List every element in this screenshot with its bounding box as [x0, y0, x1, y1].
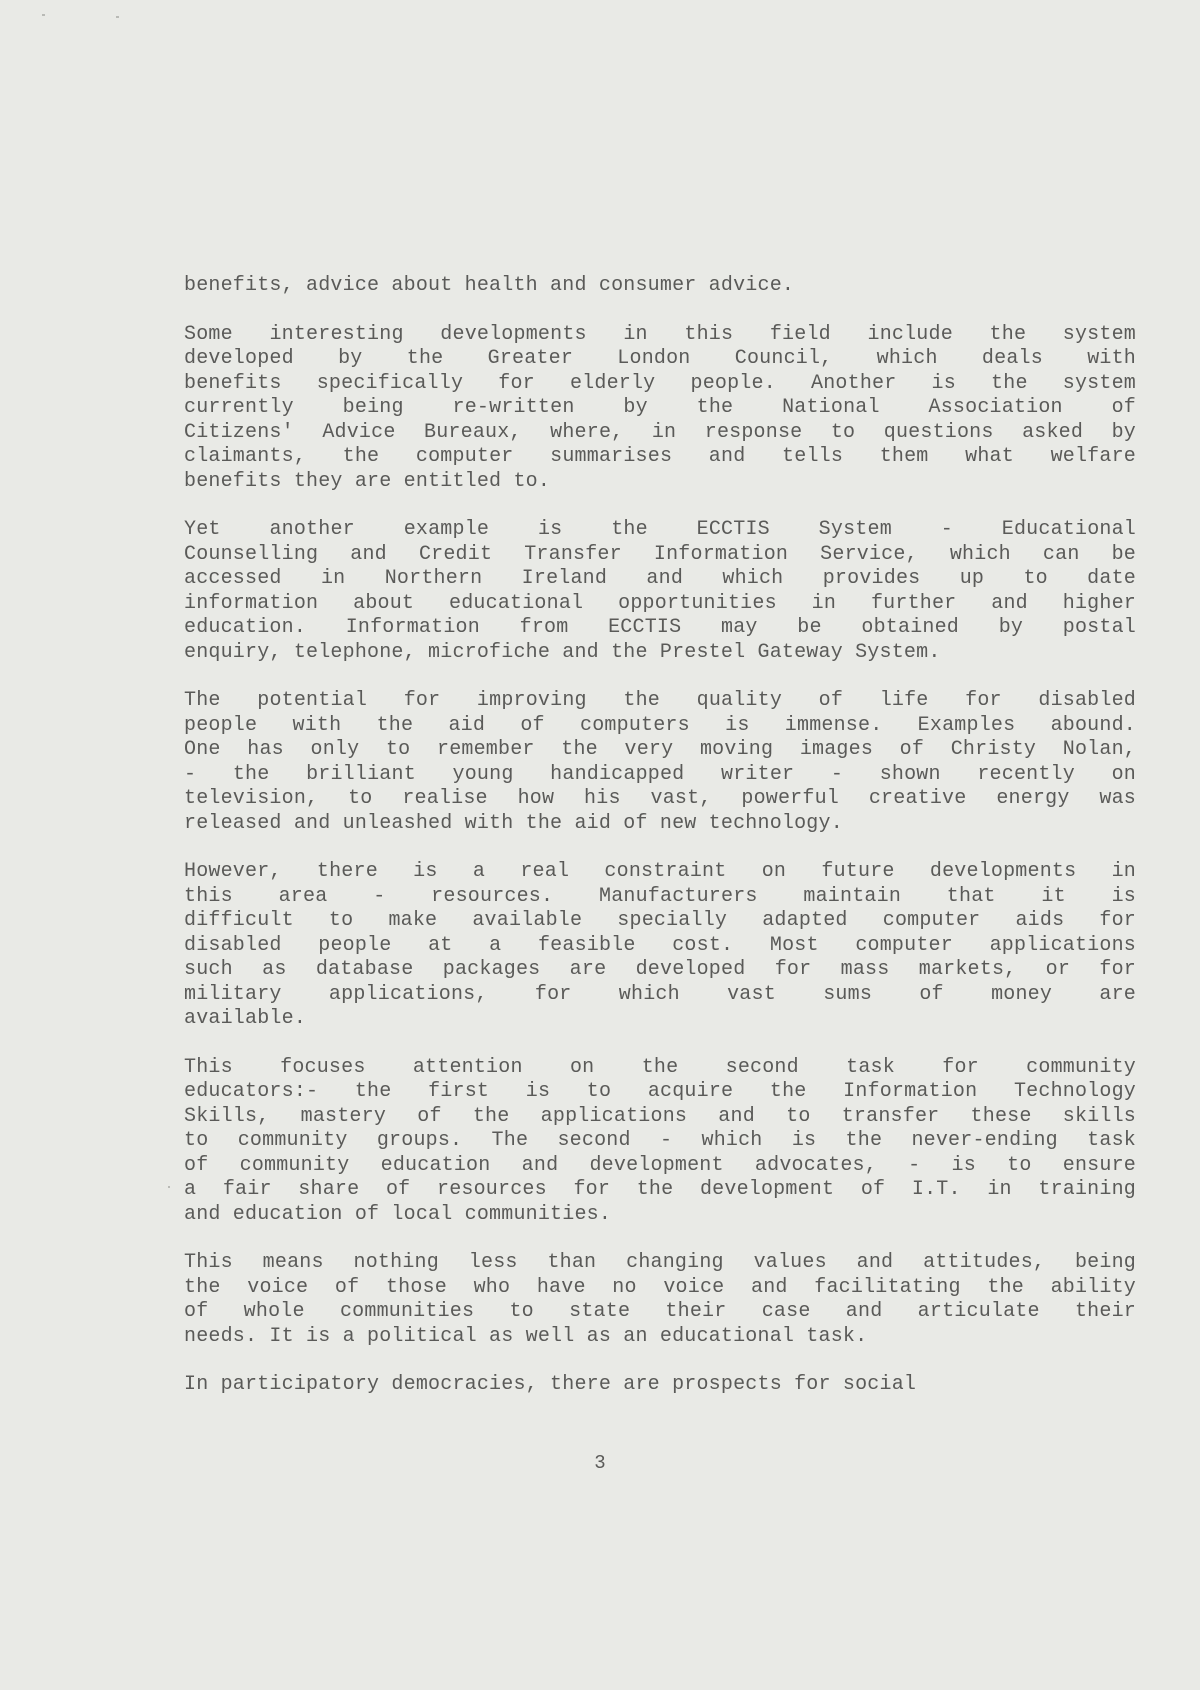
paragraph	[184, 860, 1136, 1032]
text-line: benefits, advice about health and consumer advice.	[184, 274, 795, 297]
text-line: information about educational opportunities in further and higher	[184, 591, 1136, 615]
text-line: Citizens' Advice Bureaux, where, in response to questions asked by	[184, 420, 1136, 444]
text-line: This focuses attention on the second task for community	[184, 1055, 1136, 1079]
text-line: this area - resources. Manufacturers maintain that it is	[184, 884, 1136, 908]
paragraph	[184, 1373, 1136, 1398]
paragraph	[184, 323, 1136, 495]
text-line: accessed in Northern Ireland and which provides up to date	[184, 567, 1136, 590]
text-line: In participatory democracies, there are prospects for social	[184, 1373, 917, 1396]
text-line: - the brilliant young handicapped writer - shown recently on	[184, 762, 1136, 786]
body-text	[184, 274, 1136, 1422]
text-line: difficult to make available specially adapted computer aids for	[184, 909, 1136, 932]
text-line: to community groups. The second - which is the never-ending task	[184, 1129, 1136, 1152]
paragraph	[184, 689, 1136, 836]
text-line: Counselling and Credit Transfer Information Service, which can be	[184, 542, 1136, 566]
text-line: benefits they are entitled to.	[184, 469, 551, 493]
text-line: Yet another example is the ECCTIS System - Educational	[184, 518, 1136, 541]
text-line: One has only to remember the very moving images of Christy Nolan,	[184, 738, 1136, 761]
text-line: and education of local communities.	[184, 1202, 612, 1226]
scan-speck	[116, 16, 119, 18]
text-line: released and unleashed with the aid of new technology.	[184, 811, 843, 835]
text-line: educators:- the first is to acquire the Information Technology	[184, 1080, 1136, 1103]
scan-speck	[168, 1186, 170, 1188]
text-line: disabled people at a feasible cost. Most computer applications	[184, 933, 1136, 957]
text-line: education. Information from ECCTIS may be obtained by postal	[184, 616, 1136, 639]
text-line: of whole communities to state their case and articulate their	[184, 1300, 1136, 1323]
text-line: This means nothing less than changing values and attitudes, being	[184, 1251, 1136, 1274]
text-line: such as database packages are developed for mass markets, or for	[184, 958, 1136, 981]
text-line: needs. It is a political as well as an educational task.	[184, 1324, 868, 1348]
text-line: The potential for improving the quality of life for disabled	[184, 689, 1136, 712]
text-line: benefits specifically for elderly people. Another is the system	[184, 371, 1136, 395]
text-line: military applications, for which vast sums of money are	[184, 982, 1136, 1006]
text-line: available.	[184, 1007, 307, 1030]
text-line: people with the aid of computers is immense. Examples abound.	[184, 713, 1136, 737]
scan-speck	[42, 14, 45, 16]
text-line: of community education and development advocates, - is to ensure	[184, 1153, 1136, 1177]
text-line: television, to realise how his vast, powerful creative energy was	[184, 787, 1136, 810]
text-line: the voice of those who have no voice and facilitating the ability	[184, 1275, 1136, 1299]
text-line: claimants, the computer summarises and tells them what welfare	[184, 445, 1136, 468]
text-line: However, there is a real constraint on future developments in	[184, 860, 1136, 883]
text-line: Skills, mastery of the applications and to transfer these skills	[184, 1104, 1136, 1128]
paragraph	[184, 1251, 1136, 1349]
paragraph	[184, 1056, 1136, 1228]
text-line: a fair share of resources for the development of I.T. in training	[184, 1178, 1136, 1201]
text-line: Some interesting developments in this field include the system	[184, 322, 1136, 346]
page-number: 3	[594, 1452, 606, 1474]
text-line: developed by the Greater London Council, which deals with	[184, 347, 1136, 370]
text-line: currently being re-written by the National Association of	[184, 396, 1136, 419]
paragraph	[184, 518, 1136, 665]
text-line: enquiry, telephone, microfiche and the Prestel Gateway System.	[184, 640, 941, 664]
paragraph	[184, 274, 1136, 299]
